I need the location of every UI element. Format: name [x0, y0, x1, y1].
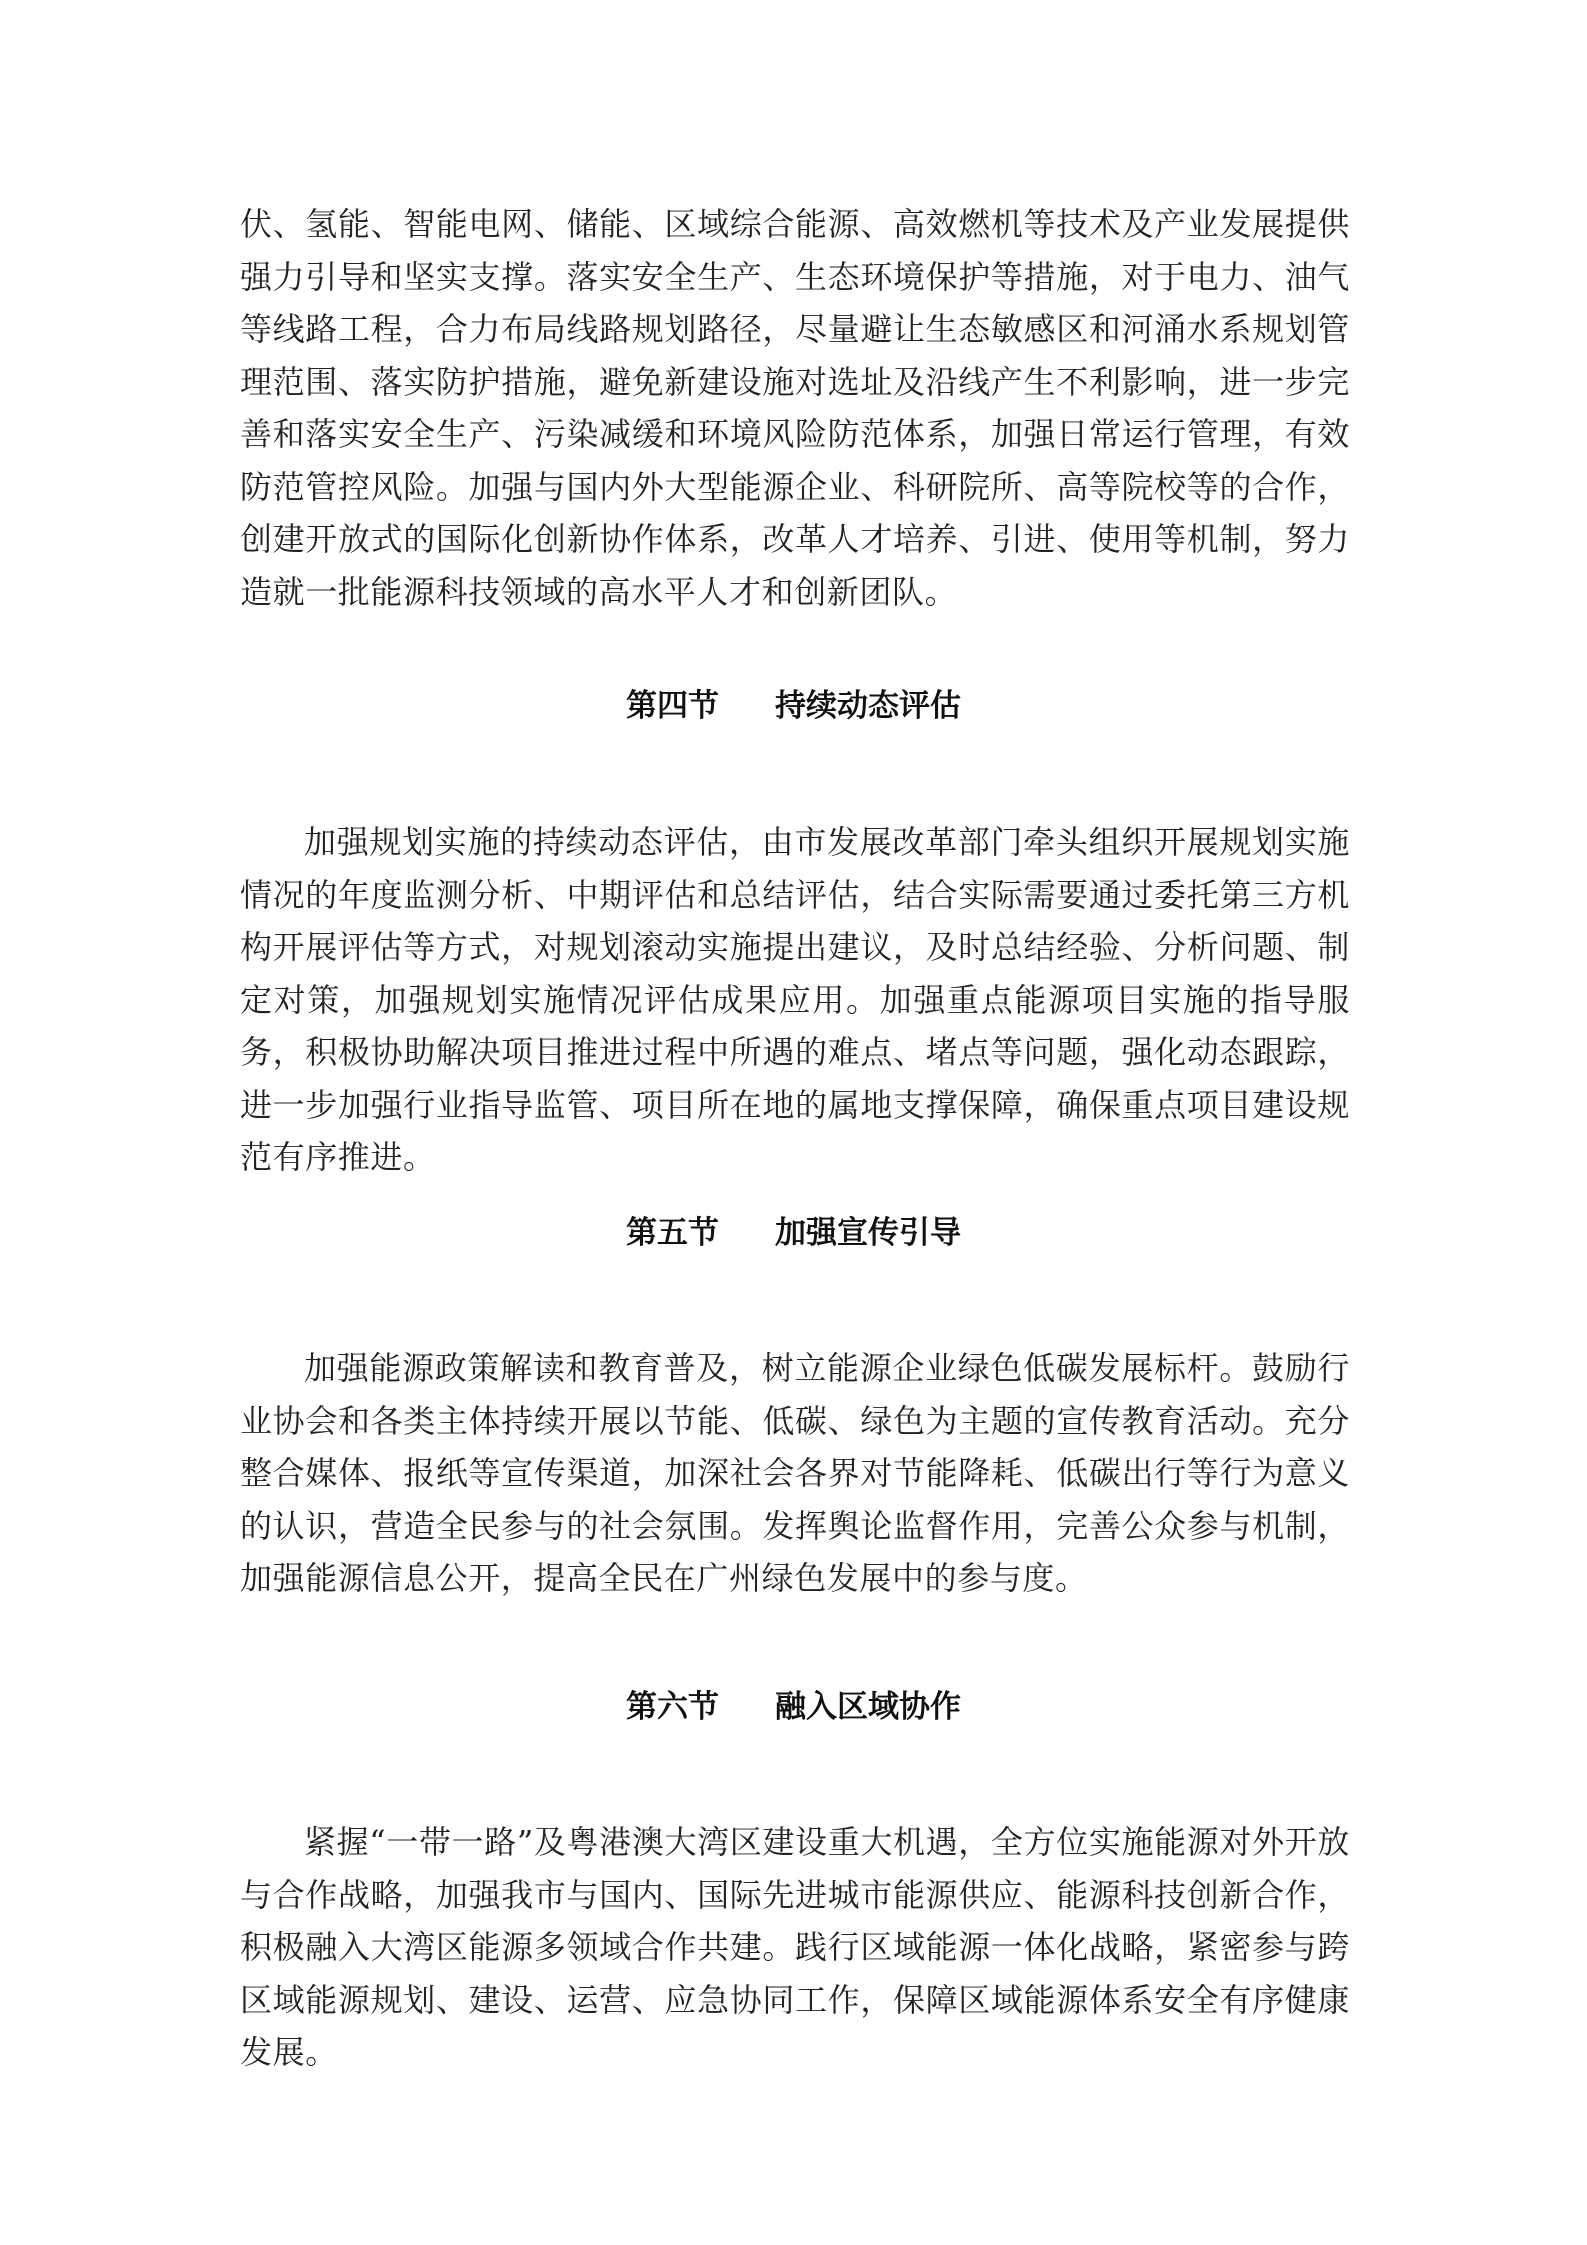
section-6-paragraph: 紧握“一带一路”及粤港澳大湾区建设重大机遇，全方位实施能源对外开放与合作战略，加强我市与国内、国际先进城市能源供应、能源科技创新合作，积极融入大湾区能源多领域合作共建。践行区域能源一体化战略，紧密参与跨区域能源规划、建设、运营、应急协同工作，保障区域能源体系安全有序健康发展。 [240, 1823, 1350, 2071]
section-4-heading [0, 686, 1587, 726]
section-5-title: 加强宣传引导 [775, 1215, 961, 1251]
section-4-title: 持续动态评估 [775, 688, 961, 724]
section-5-heading [0, 1213, 1587, 1253]
section-5-paragraph: 加强能源政策解读和教育普及，树立能源企业绿色低碳发展标杆。鼓励行业协会和各类主体持续开展以节能、低碳、绿色为主题的宣传教育活动。充分整合媒体、报纸等宣传渠道，加深社会各界对节能降耗、低碳出行等行为意义的认识，营造全民参与的社会氛围。发挥舆论监督作用，完善公众参与机制，加强能源信息公开，提高全民在广州绿色发展中的参与度。 [240, 1349, 1350, 1597]
section-5-number: 第五节 [626, 1215, 719, 1251]
section-6-title: 融入区域协作 [775, 1689, 961, 1725]
section-6-number: 第六节 [626, 1689, 719, 1725]
section-4-paragraph: 加强规划实施的持续动态评估，由市发展改革部门牵头组织开展规划实施情况的年度监测分析、中期评估和总结评估，结合实际需要通过委托第三方机构开展评估等方式，对规划滚动实施提出建议，及时总结经验、分析问题、制定对策，加强规划实施情况评估成果应用。加强重点能源项目实施的指导服务，积极协助解决项目推进过程中所遇的难点、堵点等问题，强化动态跟踪，进一步加强行业指导监管、项目所在地的属地支撑保障，确保重点项目建设规范有序推进。 [240, 823, 1350, 1176]
section-6-heading [0, 1687, 1587, 1727]
section-4-number: 第四节 [626, 688, 719, 724]
intro-paragraph: 伏、氢能、智能电网、储能、区域综合能源、高效燃机等技术及产业发展提供强力引导和坚实支撑。落实安全生产、生态环境保护等措施，对于电力、油气等线路工程，合力布局线路规划路径，尽量避让生态敏感区和河涌水系规划管理范围、落实防护措施，避免新建设施对选址及沿线产生不利影响，进一步完善和落实安全生产、污染减缓和环境风险防范体系，加强日常运行管理，有效防范管控风险。加强与国内外大型能源企业、科研院所、高等院校等的合作，创建开放式的国际化创新协作体系，改革人才培养、引进、使用等机制，努力造就一批能源科技领域的高水平人才和创新团队。 [240, 205, 1350, 611]
